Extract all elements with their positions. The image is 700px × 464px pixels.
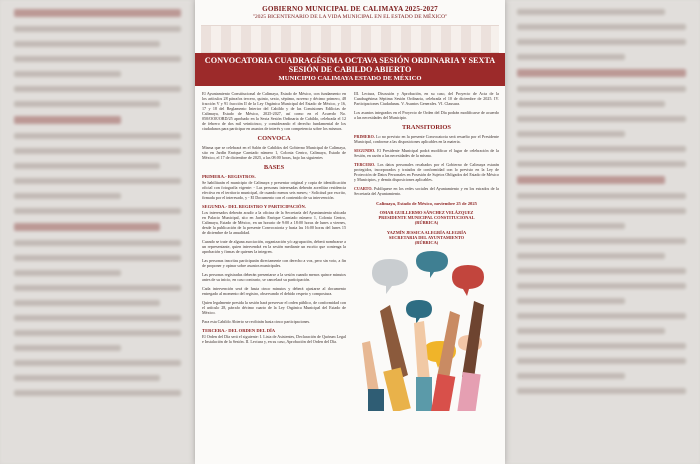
organization-paragraph: Cuando se trate de alguna asociación, organización y/o agrupación, deberá nombrarse a un representante, quien intervendrá en la sesión mediante un escrito que contenga la aprobación y firmas de quienes la integren. bbox=[202, 239, 346, 254]
tercera-heading: TERCERA.- DEL ORDEN DEL DÍA bbox=[202, 328, 276, 333]
government-title: GOBIERNO MUNICIPAL DE CALIMAYA 2025-2027 bbox=[262, 5, 438, 13]
left-column bbox=[202, 91, 346, 411]
transitorio-segundo: SEGUNDO. El Presidente Municipal podrá modificar el lugar de celebración de la Sesión, en razón a las necesidades de la misma. bbox=[354, 148, 499, 158]
signer2-note: (RÚBRICA) bbox=[414, 240, 439, 245]
convoca-heading: CONVOCA bbox=[257, 135, 291, 142]
primera-paragraph: Se habilitarán el municipio de Calimaya y presentar original y copia de identificación oficial con fotografía vigente: - Las personas interesadas deberán acreditar residencia efectiva en el territorio municipal, de cuando menos seis meses; - Solicitud por escrito, firmada por el interesado, y - El Documento con el contenido de su intervención. bbox=[202, 180, 346, 200]
open-council-paragraph: Para esta Cabildo Abierto se recibirán hasta cinco participaciones. bbox=[202, 319, 311, 324]
registered-paragraph: Las personas registradas deberán presentarse a la sesión cuando menos quince minutos antes de su inicio, en caso contrario, se cancelará su participación. bbox=[202, 272, 346, 282]
public-order-paragraph: Quien legalmente presida la sesión hará preservar el orden público, de conformidad con el artículo 28, párrafo décimo cuarto de la Ley Orgánica Municipal del Estado de México. bbox=[202, 300, 346, 315]
transitorio-primero: PRIMERO. Lo no previsto en la presente Convocatoria será resuelto por el Presidente Municipal, conforme a las disposiciones aplicables en la materia. bbox=[354, 134, 499, 144]
title-banner bbox=[195, 53, 505, 86]
segunda-paragraph: Los interesados deberán acudir a la oficina de la Secretaría del Ayuntamiento ubicada en Palacio Municipal, sito en Jardín Enrique Carniado número 1, Colonia Centro, Calimaya, Estado de México, en un horario de 9:00 a 18:00 horas de lunes a viernes, desde la publicación de la presente Convocatoria y hasta las 16:00 horas del lunes 15 de diciembre de la anualidad. bbox=[202, 210, 346, 235]
signer1-role: PRESIDENTE MUNICIPAL CONSTITUCIONAL bbox=[378, 215, 475, 220]
raised-hands-speech-bubbles-illustration bbox=[354, 251, 499, 411]
background-blur-right bbox=[503, 0, 700, 464]
direct-participation-paragraph: Las personas inscritas participarán directamente con derecho a voz, pero sin voto, a fin de proponer y opinar sobre asuntos municipales. bbox=[202, 258, 346, 268]
bases-heading: BASES bbox=[263, 164, 285, 171]
speech-bubble-red bbox=[452, 265, 484, 296]
signature-block bbox=[354, 201, 499, 245]
convocatoria-title: CONVOCATORIA CUADRAGÉSIMA OCTAVA SESIÓN ORDINARIA Y SEXTA SESIÓN DE CABILDO ABIERTO bbox=[204, 56, 496, 74]
signer2-name: YAZMÍN JESSICA ALEGRÍA ALEGRÍA bbox=[386, 230, 467, 235]
transitorios-heading: TRANSITORIOS bbox=[402, 124, 451, 131]
illustration-svg bbox=[354, 251, 499, 411]
sleeve-5 bbox=[368, 389, 384, 411]
sleeve-2 bbox=[416, 377, 432, 411]
speech-bubble-teal bbox=[416, 251, 448, 278]
convocatoria-document bbox=[195, 0, 505, 464]
municipality-subtitle: MUNICIPIO CALIMAYA ESTADO DE MÉXICO bbox=[278, 75, 422, 82]
signer1-note: (RÚBRICA) bbox=[414, 220, 439, 225]
signer2-role: SECRETARIA DEL AYUNTAMIENTO bbox=[388, 235, 465, 240]
intervention-paragraph: Cada intervención será de hasta cinco minutos y deberá ajustarse al documento entregado al momento del registro, observando el debido respeto y compostura. bbox=[202, 286, 346, 296]
decorative-pattern-strip bbox=[201, 25, 499, 53]
agenda-items: III. Lectura, Discusión y Aprobación, en su caso, del Proyecto de Acta de la Cuadragésima Séptima Sesión Ordinaria, celebrada el 10 de diciembre de 2025. IV. Participaciones Ciudadanas. V. Asuntos Generales. VI. Clausura. bbox=[354, 91, 499, 106]
tercera-paragraph: El Orden del Día será el siguiente: I. Lista de Asistentes, Declaración de Quórum Legal e Instalación de la Sesión. II. Lectura y, en su caso, Aprobación del Orden del Día. bbox=[202, 334, 346, 344]
speech-bubble-gray bbox=[372, 259, 408, 294]
sleeve-3 bbox=[431, 374, 456, 411]
agenda-note: Los asuntos integrados en el Proyecto de Orden del Día podrán modificarse de acuerdo a las necesidades del Municipio. bbox=[354, 110, 499, 120]
signer1-name: OMAR GUILLERMO SÁNCHEZ VELÁZQUEZ bbox=[379, 210, 474, 215]
transitorio-tercero: TERCERO. Los datos personales recabados por el Gobierno de Calimaya estarán protegidos, incorporados y tratados de conformidad con lo previsto en la Ley de Protección de Datos Personales en Posesión de Sujetos Obligados del Estado de México y Municipios, y demás disposiciones aplicables. bbox=[354, 162, 499, 182]
intro-paragraph: El Ayuntamiento Constitucional de Calimaya, Estado de México, con fundamento en los artículos 28 párrafos tercero, quinto, sexto, séptimo, noveno y décimo primero, 48 fracción V y 91 fracción II de la Ley Orgánica Municipal del Estado de México, y 16, 17 y 18 del Reglamento Interior del Cabildo y de las Comisiones Edilicias de Calimaya, Estado de México, 2025-2027, así como en el Acuerdo No. 050/OOE/ORD/25 aprobado en la Sexta Sesión Ordinaria de Cabildo, celebrada el 12 de febrero de dos mil veinticinco, y considerando el derecho fundamental de los ciudadanos para participar en asuntos de interés y con competencia sobre los mismos. bbox=[202, 91, 346, 131]
background-blur-left bbox=[0, 0, 195, 464]
segunda-heading: SEGUNDA.- DEL REGISTRO Y PARTICIPACIÓN. bbox=[202, 204, 306, 209]
convoca-paragraph: Misma que se celebrará en el Salón de Cabildos del Gobierno Municipal de Calimaya, sito en Jardín Enrique Carniado número 1, Colonia Centro, Calimaya, Estado de México, el 17 de diciembre de 2025, a las 08:00 horas, bajo las siguientes bbox=[202, 145, 346, 160]
primera-heading: PRIMERA.- REGISTROS. bbox=[202, 174, 256, 179]
place-date: Calimaya, Estado de México, noviembre 25 de 2025 bbox=[376, 201, 477, 206]
bicentennial-slogan: "2025 BICENTENARIO DE LA VIDA MUNICIPAL EN EL ESTADO DE MÉXICO" bbox=[252, 14, 448, 20]
sleeve-4 bbox=[457, 372, 480, 411]
right-column bbox=[354, 91, 499, 411]
document-header bbox=[195, 0, 505, 20]
speech-bubble-teal-small bbox=[406, 300, 432, 324]
transitorio-cuarto: CUARTO. Publíquese en los redes sociales del Ayuntamiento y en los estrados de la Secretaría del Ayuntamiento. bbox=[354, 186, 499, 196]
